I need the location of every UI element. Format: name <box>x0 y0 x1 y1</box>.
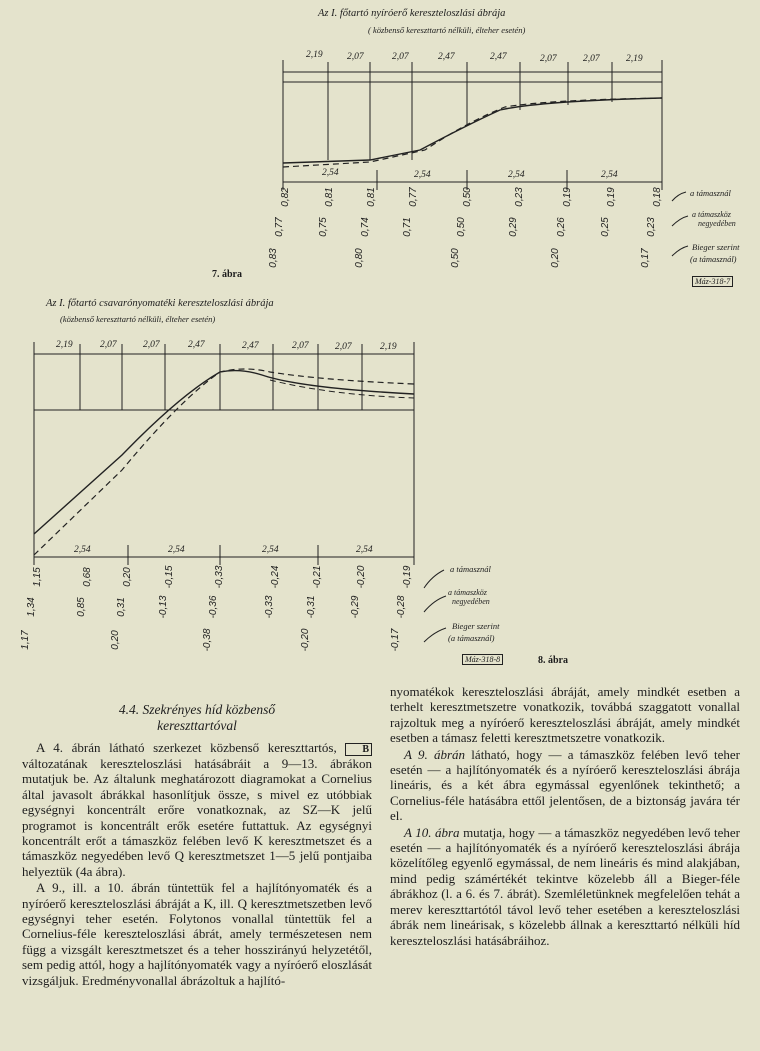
fig7-row2-value: 0,23 <box>646 217 657 237</box>
fig8-dim-top-2: 2,07 <box>100 340 117 350</box>
fig8-legend-1: a támasznál <box>450 564 491 574</box>
fig7-row1-value: 0,82 <box>280 187 291 207</box>
fig7-legend-3a: Bieger szerint <box>692 242 740 252</box>
fig7-legend-2a: a támaszköz <box>692 210 731 219</box>
fig8-row1-value: 0,20 <box>122 567 133 587</box>
fig7-dim-top-8: 2,19 <box>626 54 643 64</box>
fig8-row2-value: -0,29 <box>350 595 361 619</box>
fig7-dim-bot-4: 2,54 <box>601 170 618 180</box>
fig8-row2-value: 1,34 <box>26 597 37 617</box>
fig7-subtitle: ( közbenső kereszttartó nélküli, élteher esetén) <box>368 25 526 35</box>
fig7-row2-value: 0,50 <box>456 217 467 237</box>
fig8-legend-3b: (a támasznál) <box>448 633 495 643</box>
fig8-dim-top-6: 2,07 <box>292 341 309 351</box>
fig7-row3-value: 0,83 <box>268 248 279 268</box>
fig7-row3-value: 0,20 <box>550 248 561 268</box>
fig7-legend-2b: negyedében <box>698 219 736 228</box>
paragraph-1-a: A 4. ábrán látható szerkezet közbenső kereszttartós, <box>36 740 337 755</box>
paragraph-1 <box>22 740 372 879</box>
fig7-row1-value: 0,18 <box>652 187 663 207</box>
fig8-dim-bot-4: 2,54 <box>356 545 373 555</box>
fig8-legend-3a: Bieger szerint <box>452 621 500 631</box>
fig8-row1-value: -0,19 <box>402 565 413 589</box>
paragraph-3: nyomatékok kereszteloszlási ábráját, amely mindkét esetben a terhelt keresztmetszetre vonatkozik, továbbá szaggatott vonallal rajzoltuk meg a nyíróerő kereszteloszlási ábráját, amely mindkét esetben a támasz feletti keresztmetszetre vonatkozik. <box>390 684 740 746</box>
fig7-dim-bot-1: 2,54 <box>322 168 339 178</box>
fig7-dim-top-5: 2,47 <box>490 52 507 62</box>
paragraph-4-body: látható, hogy — a támaszköz felében levő teher esetén — a hajlítónyomaték és a nyíróerő kereszteloszlási ábrája lineáris, és a két ábra egymással egyenlőnek tekinthető; a Cornelius-féle hatásábra ettől jelentősen, de a biztonság javára tér el. <box>390 746 741 824</box>
fig7-stamp: Máz-318-7 <box>692 276 733 287</box>
fig8-row2-value: -0,33 <box>264 595 275 619</box>
fig7-dim-top-2: 2,07 <box>347 52 364 62</box>
fig8-dim-top-8: 2,19 <box>380 342 397 352</box>
fig7-legend-3b: (a támasznál) <box>690 254 737 264</box>
fig8-row3-value: 1,17 <box>20 630 31 650</box>
fig7-title: Az I. főtartó nyíróerő kereszteloszlási ábrája <box>318 8 506 19</box>
fig8-dim-top-4: 2,47 <box>188 340 205 350</box>
fig8-values <box>0 562 440 662</box>
fig8-legend-2b: negyedében <box>452 597 490 606</box>
paragraph-1-b: változatának kereszteloszlási hatásábráit a 9—13. ábrákon mutatjuk be. Az általunk meghatározott diagramokat a Cornelius által javasolt ábrákkal hasonlítjuk össze, s mivel ez utóbbiak egységnyi koncentrált erőre vonatkoznak, az SZ—K jelű programot is koncentrált erők esetére futtattuk. Az egységnyi koncentrált erőt a támaszköz felében levő K keresztmetszet és a támaszköz negyedében levő Q keresztmetszet 1—5 jelű pontjaiba helyeztük (4a ábra). <box>22 756 372 879</box>
fig7-row1-value: 0,81 <box>324 187 335 207</box>
fig7-dim-top-4: 2,47 <box>438 52 455 62</box>
fig7-row1-value: 0,50 <box>462 187 473 207</box>
fig8-dim-top-7: 2,07 <box>335 342 352 352</box>
fig8-row1-value: -0,24 <box>270 565 281 589</box>
fig8-subtitle: (közbenső kereszttartó nélküli, élteher esetén) <box>60 314 216 324</box>
section-title-line-2: kereszttartóval <box>157 718 237 733</box>
fig7-row1-value: 0,77 <box>408 187 419 207</box>
fig8-dim-bot-3: 2,54 <box>262 545 279 555</box>
fig7-row3-value: 0,17 <box>640 248 651 268</box>
fig7-label: 7. ábra <box>212 269 242 280</box>
fig8-row3-value: -0,38 <box>202 628 213 652</box>
fig8-row1-value: -0,15 <box>164 565 175 589</box>
fig8-row2-value: 0,31 <box>116 597 127 617</box>
fig8-row3-value: 0,20 <box>110 630 121 650</box>
fig8-stamp: Máz-318-8 <box>462 654 503 665</box>
fig7-row2-value: 0,77 <box>274 217 285 237</box>
fig7-dim-top-3: 2,07 <box>392 52 409 62</box>
fig8-label: 8. ábra <box>538 655 568 666</box>
paragraph-2: A 9., ill. a 10. ábrán tüntettük fel a hajlítónyomaték és a nyíróerő kereszteloszlási ábráját a K, ill. Q keresztmetszetben levő egységnyi teher esetén. Folytonos vonallal tüntettük fel a Cornelius-féle kereszteloszlási ábrát, amely természetesen nem függ a vizsgált keresztmetszet és a teher hosszirányú helyzetétől, sem pedig attól, hogy a hajlítónyomaték vagy a nyíróerő eloszlását vizsgáljuk. Eredményvonallal ábrázoltuk a hajlító- <box>22 880 372 988</box>
fig8-dim-top-5: 2,47 <box>242 341 259 351</box>
fig7-row2-value: 0,75 <box>318 217 329 237</box>
fig8-row1-value: 0,68 <box>82 567 93 587</box>
fig7-row2-value: 0,26 <box>556 217 567 237</box>
fig7-legend-1: a támasznál <box>690 188 731 198</box>
fig8-row3-value: -0,17 <box>390 628 401 652</box>
fig8-row1-value: -0,21 <box>312 565 323 589</box>
fig8-row1-value: -0,20 <box>356 565 367 589</box>
fig7-row3-value: 0,80 <box>354 248 365 268</box>
fig8-row3-value: -0,20 <box>300 628 311 652</box>
section-title-line-1: 4.4. Szekrényes híd közbenső <box>118 702 276 717</box>
fig7-row2-value: 0,25 <box>600 217 611 237</box>
paragraph-5 <box>390 825 740 948</box>
text-column-right <box>390 684 740 949</box>
fig7-row2-value: 0,71 <box>402 217 413 237</box>
fig7-row1-value: 0,81 <box>366 187 377 207</box>
fig7-dim-bot-2: 2,54 <box>414 170 431 180</box>
fig7-dim-top-1: 2,19 <box>306 50 323 60</box>
text-column-left <box>22 702 372 989</box>
section-title <box>22 702 372 734</box>
fig7-row1-value: 0,19 <box>562 187 573 207</box>
fig7-row2-value: 0,74 <box>360 217 371 237</box>
paragraph-4 <box>390 747 740 824</box>
fig8-dim-top-1: 2,19 <box>56 340 73 350</box>
fig7-dim-bot-3: 2,54 <box>508 170 525 180</box>
fig7-dim-top-6: 2,07 <box>540 54 557 64</box>
fig7-row1-value: 0,19 <box>606 187 617 207</box>
paragraph-5-em: A 10. ábra <box>404 824 460 840</box>
fig8-dim-bot-1: 2,54 <box>74 545 91 555</box>
fig8-dim-bot-2: 2,54 <box>168 545 185 555</box>
fig8-row2-value: -0,36 <box>208 595 219 619</box>
fig8-row2-value: -0,28 <box>396 595 407 619</box>
paragraph-5-body: mutatja, hogy — a támaszköz negyedében levő teher esetén — a hajlítónyomaték és a nyíróerő kereszteloszlási ábrája közelítőleg egyenlő egymással, de nem lineáris és mind alakjában, mind pedig számértékét tekintve közelebb áll a Bieger-féle ábrákhoz (l. a 6. és 7. ábrát). Szemléletünknek megfelelően tehát a merev kereszttartótól távol levő teher esetében a kereszteloszlási ábrák nem lineárisak, s közelebb állnak a kereszttartó nélküli híd kereszteloszlási hatásábráihoz. <box>390 824 740 948</box>
fig8-dim-top-3: 2,07 <box>143 340 160 350</box>
fig7-row1-value: 0,23 <box>514 187 525 207</box>
fig8-row1-value: 1,15 <box>32 567 43 587</box>
fig8-row2-value: 0,85 <box>76 597 87 617</box>
fig8-row2-value: -0,13 <box>158 595 169 619</box>
paragraph-4-em: A 9. ábrán <box>404 746 466 762</box>
fig7-dim-top-7: 2,07 <box>583 54 600 64</box>
fig8-row1-value: -0,33 <box>214 565 225 589</box>
fig7-row2-value: 0,29 <box>508 217 519 237</box>
fig8-title: Az I. főtartó csavarónyomatéki kereszteloszlási ábrája <box>46 298 274 309</box>
variant-box: B <box>345 743 372 756</box>
fig7-row3-value: 0,50 <box>450 248 461 268</box>
fig8-legend-2a: a támaszköz <box>448 588 487 597</box>
fig8-row2-value: -0,31 <box>306 595 317 619</box>
